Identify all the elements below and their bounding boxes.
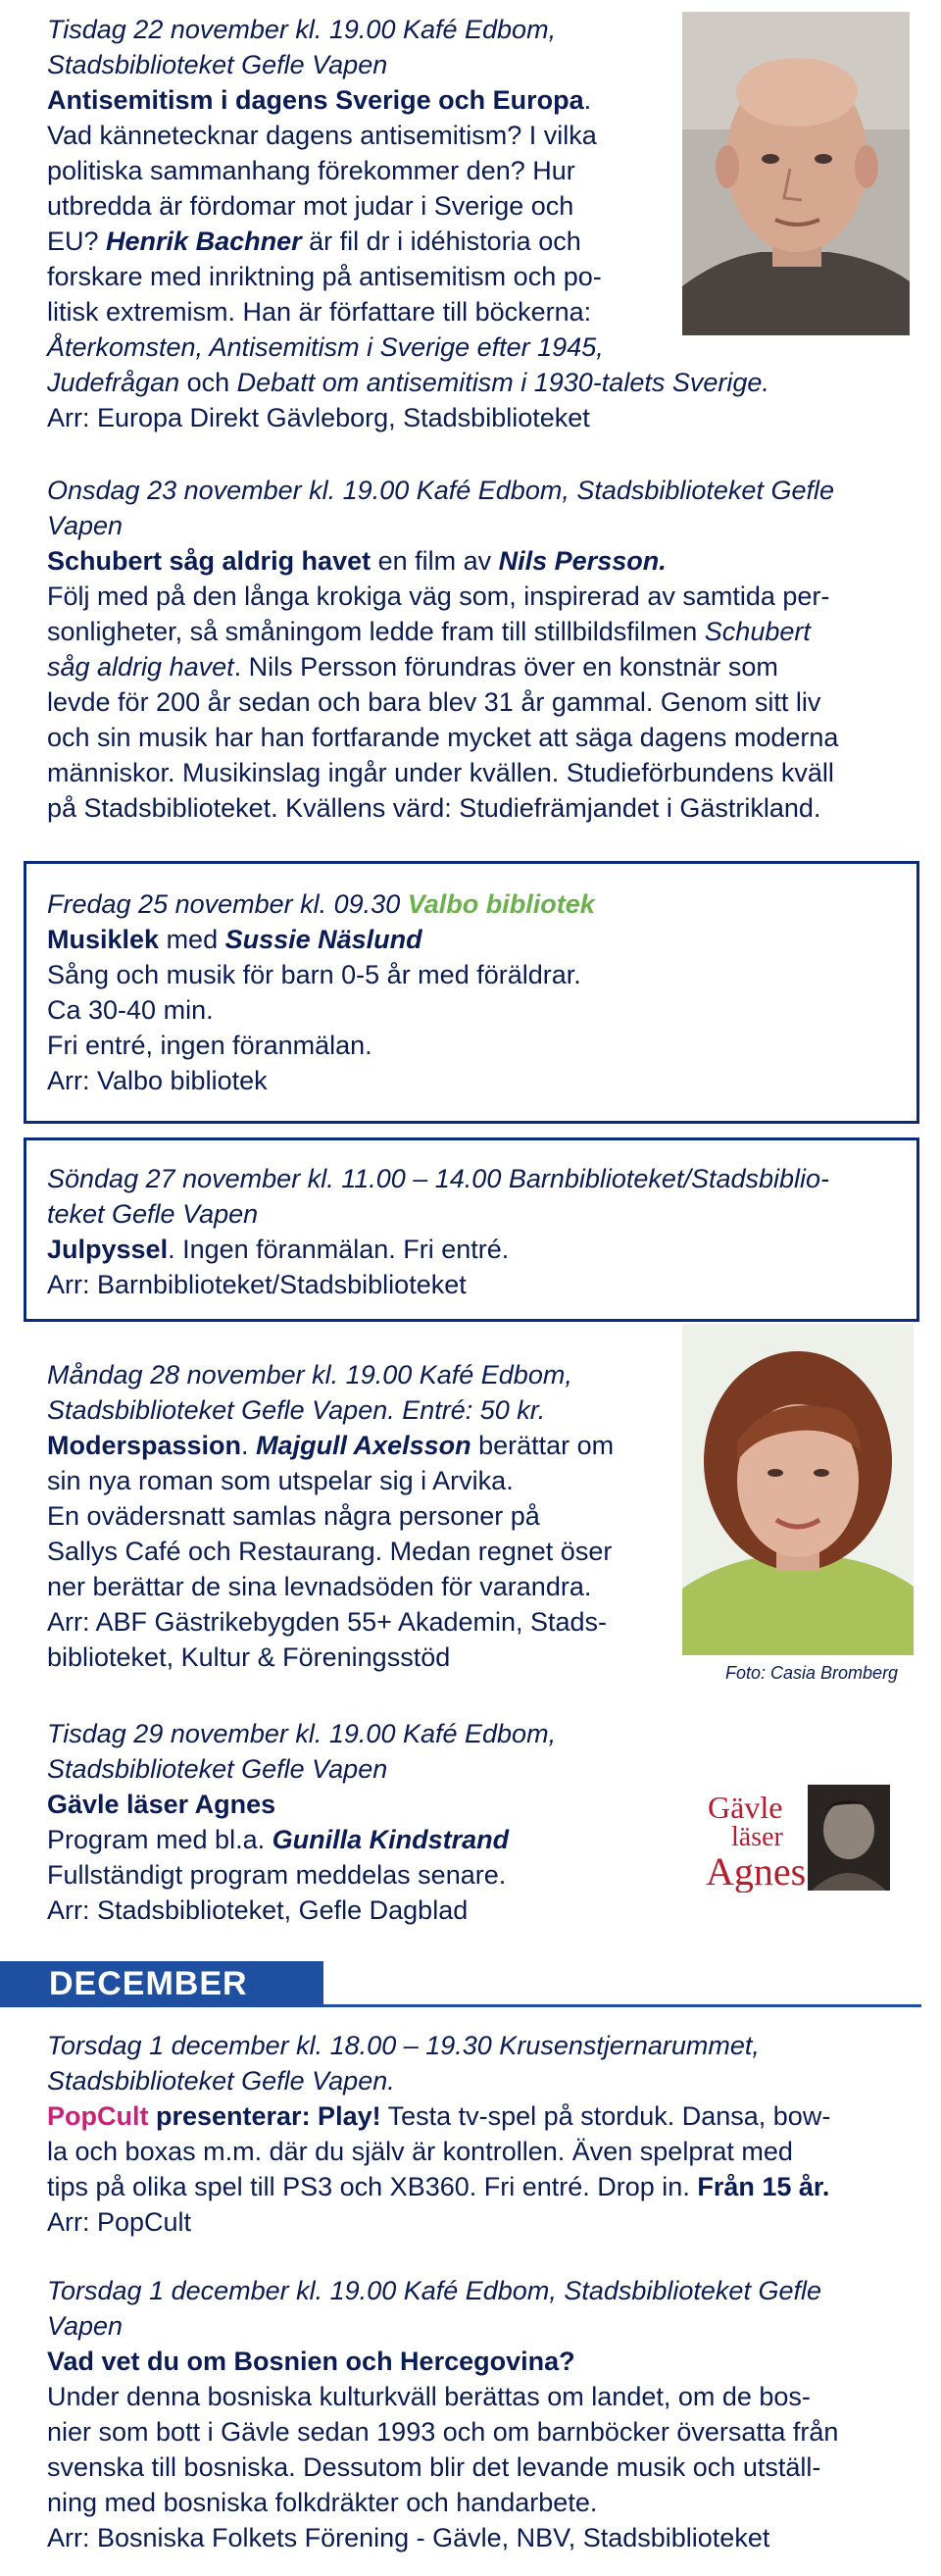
text-line [47,473,838,508]
text-line [47,2169,830,2204]
text-line [47,12,769,47]
text-segment: litisk extremism. Han är författare till böckerna: [47,297,592,327]
text-line [47,1028,595,1063]
text-segment: biblioteket, Kultur & Föreningsstöd [47,1642,451,1672]
text-segment: Från 15 år. [697,2172,830,2201]
text-line [47,1716,556,1751]
text-line [47,755,838,790]
text-segment: Onsdag 23 november kl. 19.00 Kafé Edbom, Stadsbiblioteket Gefle [47,476,834,505]
text-line [47,2063,830,2098]
text-segment: Sussie Näslund [224,925,422,954]
text-segment: Vapen [47,2311,124,2341]
text-segment: och [179,368,237,397]
text-segment: tips på olika spel till PS3 och XB360. Fri entré. Drop in. [47,2172,698,2201]
text-line [47,329,769,365]
month-heading-rule [0,2004,921,2007]
text-line [47,400,769,435]
text-segment: Stadsbiblioteket Gefle Vapen [47,50,388,79]
text-line [47,1534,614,1569]
text-segment: Arr: PopCult [47,2207,192,2237]
text-line [47,1063,595,1098]
text-line [47,47,769,82]
text-segment: . Nils Persson förundras över en konstnär som [233,652,778,682]
text-segment: Judefrågan [47,368,180,397]
logo-line1: Gävle [708,1790,783,1825]
gavle-laser-agnes-logo [702,1783,904,1893]
text-segment: Fullständigt program meddelas senare. [47,1860,507,1890]
text-line [47,2485,838,2520]
text-line [47,1751,556,1787]
text-segment: . Ingen föranmälan. Fri entré. [168,1235,510,1264]
text-line [47,579,838,614]
text-line [47,2273,838,2308]
text-segment: Vad vet du om Bosnien och Hercegovina? [47,2347,575,2376]
text-segment: . [583,85,592,115]
text-line [47,1822,556,1857]
text-segment: Gävle läser Agnes [47,1790,276,1819]
text-segment: teket Gefle Vapen [47,1199,259,1229]
text-line [47,2414,838,2450]
text-line [47,1196,829,1232]
text-line [47,1161,829,1196]
text-segment: Stadsbiblioteket Gefle Vapen. Entré: 50 kr. [47,1395,546,1425]
text-line [47,1357,614,1392]
text-segment: PopCult [47,2101,149,2131]
text-line [47,1428,614,1463]
text-segment: berättar om [470,1431,615,1460]
text-segment: sin nya roman som utspelar sig i Arvika. [47,1466,514,1495]
text-segment: Arr: Bosniska Folkets Förening - Gävle, NBV, Stadsbiblioteket [47,2523,770,2552]
text-line [47,1857,556,1893]
text-line [47,992,595,1028]
text-segment: Program med bl.a. [47,1825,272,1854]
text-line [47,2344,838,2379]
text-segment: Stadsbiblioteket Gefle Vapen. [47,2066,395,2096]
text-line [47,790,838,826]
month-heading: DECEMBER [49,1965,248,2002]
text-segment: Nils Persson. [498,546,667,576]
text-segment: Måndag 28 november kl. 19.00 Kafé Edbom, [47,1360,572,1389]
event-musiklek [47,886,595,1098]
majgull-axelsson-photo [682,1324,914,1655]
text-line [47,1463,614,1498]
text-line [47,2098,830,2134]
text-segment: la och boxas m.m. där du själv är kontrollen. Även spelprat med [47,2137,793,2166]
event-schubert-film [47,473,838,826]
text-segment: Arr: Stadsbiblioteket, Gefle Dagblad [47,1895,469,1925]
text-line [47,2134,830,2169]
text-segment: Majgull Axelsson [256,1431,471,1460]
text-segment: Fri entré, ingen föranmälan. [47,1031,372,1060]
text-line [47,543,838,579]
text-line [47,1267,829,1302]
text-line [47,188,769,224]
event-popcult-play [47,2028,830,2240]
text-segment: Stadsbiblioteket Gefle Vapen [47,1754,388,1784]
text-line [47,684,838,720]
text-segment: Arr: Valbo bibliotek [47,1066,268,1095]
text-line [47,118,769,153]
text-line [47,2450,838,2485]
text-segment: Schubert såg aldrig havet [47,546,371,576]
text-line [47,720,838,755]
text-segment: Tisdag 29 november kl. 19.00 Kafé Edbom, [47,1719,557,1748]
photo-caption: Foto: Casia Bromberg [725,1663,899,1683]
henrik-bachner-photo [682,12,910,335]
text-segment: Sång och musik för barn 0-5 år med föräldrar. [47,960,581,989]
text-segment: på Stadsbiblioteket. Kvällens värd: Studiefrämjandet i Gästrikland. [47,793,821,823]
text-line [47,259,769,294]
text-line [47,508,838,543]
text-segment: Testa tv-spel på storduk. Dansa, bow- [380,2101,831,2131]
text-segment: presenterar: Play! [148,2101,381,2131]
text-line [47,922,595,957]
text-segment: ner berättar de sina levnadsöden för varandra. [47,1572,592,1601]
text-segment: En ovädersnatt samlas några personer på [47,1501,540,1531]
text-line [47,957,595,992]
text-segment: Arr: ABF Gästrikebygden 55+ Akademin, Stads- [47,1607,608,1637]
text-segment: människor. Musikinslag ingår under kvällen. Studieförbundens kväll [47,758,834,787]
text-segment: är fil dr i idéhistoria och [301,227,581,256]
text-segment: och sin musik har han fortfarande mycket att säga dagens moderna [47,723,839,752]
event-moderspassion [47,1357,614,1675]
text-line [47,294,769,329]
text-segment: Sallys Café och Restaurang. Medan regnet öser [47,1537,613,1566]
text-line [47,2308,838,2344]
text-line [47,1640,614,1675]
text-segment: Ca 30-40 min. [47,995,214,1025]
text-segment: med [159,925,225,954]
event-bosnien [47,2273,838,2555]
text-line [47,2520,838,2555]
text-segment: svenska till bosniska. Dessutom blir det levande musik och utställ- [47,2452,821,2482]
text-segment: EU? [47,227,107,256]
text-segment: Vad kännetecknar dagens antisemitism? I vilka [47,121,597,150]
text-segment: . [241,1431,257,1460]
text-line [47,886,595,922]
text-segment: Fredag 25 november kl. 09.30 [47,889,408,919]
text-segment: levde för 200 år sedan och bara blev 31 år gammal. Genom sitt liv [47,687,821,717]
text-segment: Moderspassion [47,1431,242,1460]
text-segment: Arr: Europa Direkt Gävleborg, Stadsbiblioteket [47,403,590,432]
text-segment: en film av [371,546,499,576]
text-segment: Henrik Bachner [106,227,302,256]
text-segment: politiska sammanhang förekommer den? Hur [47,156,575,185]
text-segment: Schubert [704,617,811,646]
text-line [47,1893,556,1928]
text-line [47,1569,614,1604]
text-line [47,153,769,188]
text-segment: såg aldrig havet [47,652,234,682]
text-segment: Antisemitism i dagens Sverige och Europa [47,85,584,115]
text-segment: Torsdag 1 december kl. 19.00 Kafé Edbom, Stadsbiblioteket Gefle [47,2276,821,2305]
text-line [47,365,769,400]
text-segment: Arr: Barnbiblioteket/Stadsbiblioteket [47,1270,467,1299]
event-gavle-laser-agnes [47,1716,556,1928]
text-segment: Debatt om antisemitism i 1930-talets Sverige. [236,368,769,397]
text-segment: Gunilla Kindstrand [272,1825,510,1854]
text-segment: Julpyssel [47,1235,169,1264]
text-segment: ning med bosniska folkdräkter och handarbete. [47,2488,598,2517]
text-segment: Torsdag 1 december kl. 18.00 – 19.30 Krusenstjernarummet, [47,2031,760,2060]
text-segment: Under denna bosniska kulturkväll berättas om landet, om de bos- [47,2382,811,2411]
text-line [47,2379,838,2414]
logo-line3: Agnes [706,1849,807,1893]
text-segment: Tisdag 22 november kl. 19.00 Kafé Edbom, [47,15,557,44]
text-segment: Musiklek [47,925,160,954]
event-julpyssel [47,1161,829,1302]
text-segment: Återkomsten, Antisemitism i Sverige efter 1945, [47,332,604,362]
text-segment: utbredda är fördomar mot judar i Sverige och [47,191,574,221]
text-line [47,1604,614,1640]
text-line [47,224,769,259]
text-segment: nier som bott i Gävle sedan 1993 och om barnböcker översatta från [47,2417,839,2447]
event-antisemitism [47,12,769,435]
text-line [47,2204,830,2240]
logo-line2: läser [731,1822,783,1852]
text-line [47,614,838,649]
text-line [47,82,769,118]
text-line [47,1392,614,1428]
text-line [47,1498,614,1534]
text-line [47,1787,556,1822]
text-segment: Följ med på den långa krokiga väg som, inspirerad av samtida per- [47,581,830,611]
text-line [47,1232,829,1267]
text-line [47,649,838,684]
text-segment: sonligheter, så småningom ledde fram till stillbildsfilmen [47,617,705,646]
text-segment: Valbo bibliotek [407,889,595,919]
text-segment: forskare med inriktning på antisemitism och po- [47,262,602,291]
text-line [47,2028,830,2063]
text-segment: Söndag 27 november kl. 11.00 – 14.00 Barnbiblioteket/Stadsbiblio- [47,1164,830,1193]
text-segment: Vapen [47,511,124,540]
